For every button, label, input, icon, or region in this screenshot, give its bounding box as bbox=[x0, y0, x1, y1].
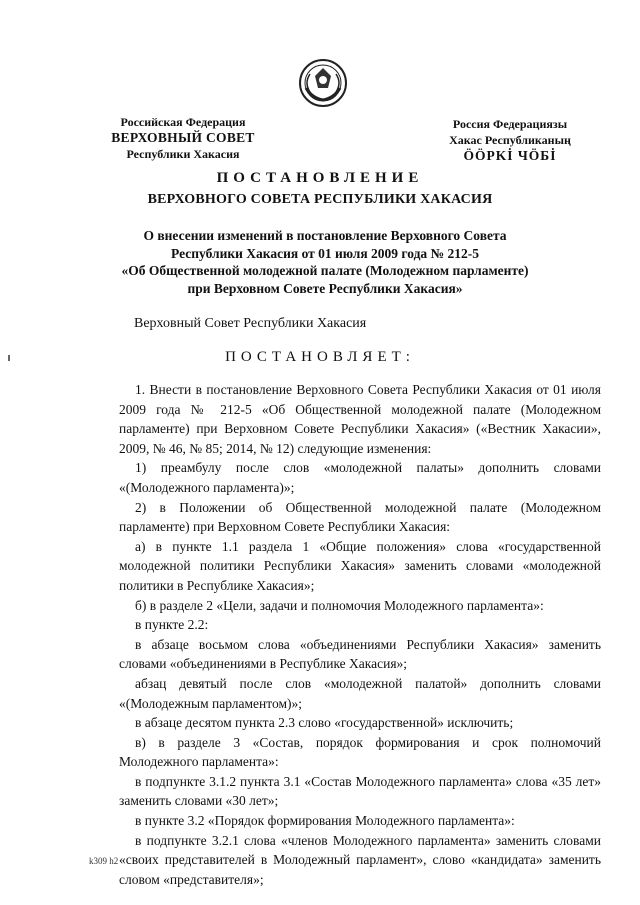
header-left-country: Российская Федерация bbox=[120, 115, 246, 129]
body-paragraph: в абзаце десятом пункта 2.3 слово «государственной» исключить; bbox=[135, 715, 514, 731]
body-paragraph: в пункте 2.2: bbox=[135, 617, 209, 633]
document-type: ПОСТАНОВЛЕНИЕ bbox=[216, 170, 424, 186]
body-paragraph: в абзаце восьмом слова «объединениями Республики Хакасия» заменить словами «объединениями в Республике Хакасия»; bbox=[119, 636, 601, 672]
body-paragraph: 2) в Положении об Общественной молодежной палате (Молодежном парламенте) при Верховном Совете Республики Хакасия: bbox=[119, 499, 601, 535]
body-paragraph: 1) преамбулу после слов «молодежной палаты» дополнить словами «(Молодежного парламента)»; bbox=[119, 460, 601, 495]
body-paragraph: абзац девятый после слов «молодежной палатой» дополнить словами «(Молодежным парламентом)»; bbox=[119, 675, 601, 711]
subject-line: при Верховном Совете Республики Хакасия» bbox=[187, 280, 463, 296]
header-right-country: Россия Федерациязы bbox=[452, 117, 568, 131]
header-left-body: ВЕРХОВНЫЙ СОВЕТ bbox=[111, 130, 255, 145]
scan-margin-mark bbox=[8, 355, 10, 361]
header-left-block bbox=[88, 114, 278, 162]
coat-of-arms-emblem bbox=[298, 58, 348, 108]
header-right-block bbox=[420, 116, 600, 164]
header-right-body: ÖÖPKİ ЧÖБİ bbox=[463, 148, 557, 163]
body-paragraph: а) в пункте 1.1 раздела 1 «Общие положения» слова «государственной молодежной политики Республики Хакасия» заменить словами «молодежной политики в Республике Хакасия»; bbox=[119, 538, 601, 593]
body-paragraph: в подпункте 3.2.1 слова «членов Молодежного парламента» заменить словами «своих представителей в Молодежный парламент», слово «кандидата» заменить словом «представителя»; bbox=[119, 832, 601, 887]
header-right-republic: Хакас Республиканың bbox=[449, 133, 571, 147]
body-paragraph: 1. Внести в постановление Верховного Совета Республики Хакасия от 01 июля 2009 года № 212-5 «Об Общественной молодежной палате (Молодежном парламенте) при Верховном Совете Республики Хакасия» («Вестник Хакасии», 2009, № 46, № 85; 2014, № 12) следующие изменения: bbox=[119, 382, 601, 456]
document-issuer: ВЕРХОВНОГО СОВЕТА РЕСПУБЛИКИ ХАКАСИЯ bbox=[147, 192, 493, 207]
subject-line: О внесении изменений в постановление Верховного Совета bbox=[143, 228, 507, 243]
subject-line: «Об Общественной молодежной палате (Молодежном парламенте) bbox=[121, 263, 529, 278]
document-subject bbox=[100, 227, 550, 297]
body-paragraph: в) в разделе 3 «Состав, порядок формирования и срок полномочий Молодежного парламента»: bbox=[119, 734, 601, 770]
resolves-heading: ПОСТАНОВЛЯЕТ: bbox=[225, 349, 415, 365]
preamble: Верховный Совет Республики Хакасия bbox=[134, 316, 367, 331]
body-paragraph: б) в разделе 2 «Цели, задачи и полномочия Молодежного парламента»: bbox=[135, 597, 544, 613]
document-body bbox=[119, 380, 601, 889]
footer-code: k309 h2 bbox=[89, 856, 119, 866]
subject-line: Республики Хакасия от 01 июля 2009 года № 212-5 bbox=[171, 245, 479, 261]
body-paragraph: в пункте 3.2 «Порядок формирования Молодежного парламента»: bbox=[135, 813, 515, 829]
body-paragraph: в подпункте 3.1.2 пункта 3.1 «Состав Молодежного парламента» слова «35 лет» заменить словами «30 лет»; bbox=[119, 773, 601, 809]
header-left-republic: Республики Хакасия bbox=[126, 147, 240, 161]
